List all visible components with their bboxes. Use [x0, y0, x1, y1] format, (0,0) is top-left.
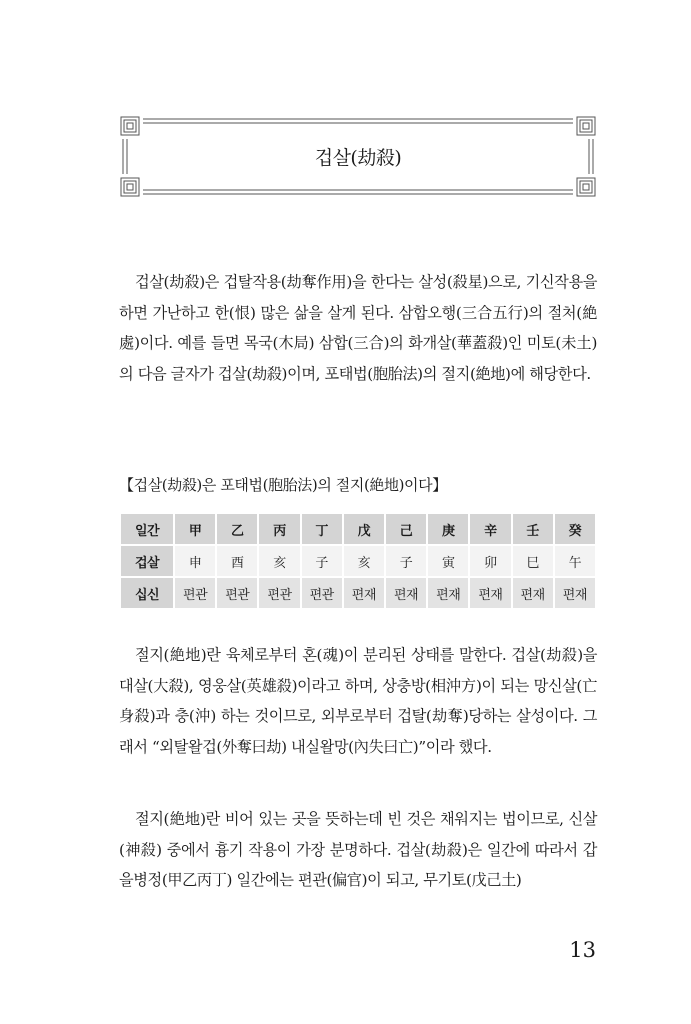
table-cell: 辛	[469, 513, 511, 545]
table-cell: 편재	[512, 577, 554, 609]
table-cell: 乙	[216, 513, 258, 545]
table-cell: 편재	[469, 577, 511, 609]
table-caption: 【겁살(劫殺)은 포태법(胞胎法)의 절지(絶地)이다】	[119, 476, 447, 494]
table-cell: 庚	[427, 513, 469, 545]
paragraph-1	[119, 267, 597, 389]
table-cell: 申	[174, 545, 216, 577]
table-cell: 己	[385, 513, 427, 545]
paragraph-3	[119, 804, 597, 896]
paragraph-1-text: 겁살(劫殺)은 겁탈작용(劫奪作用)을 한다는 살성(殺星)으로, 기신작용을 하면 가난하고 한(恨) 많은 삶을 살게 된다. 삼합오행(三合五行)의 절처(絶處)이다. 예를 들면 목국(木局) 삼합(三合)의 화개살(華蓋殺)인 미토(未土)의 다음 글자가 겁살(劫殺)이며, 포태법(胞胎法)의 절지(絶地)에 해당한다.	[119, 273, 597, 383]
table-cell: 巳	[512, 545, 554, 577]
table-cell: 편재	[554, 577, 596, 609]
row-header: 일간	[120, 513, 174, 545]
table-row-gyeopsal	[120, 545, 596, 577]
table-cell: 午	[554, 545, 596, 577]
table-cell: 편관	[216, 577, 258, 609]
table-cell: 卯	[469, 545, 511, 577]
title-frame	[119, 115, 597, 198]
table-cell: 丙	[258, 513, 300, 545]
row-header: 겁살	[120, 545, 174, 577]
page-number: 13	[569, 938, 596, 962]
table-cell: 丁	[301, 513, 343, 545]
table-cell: 壬	[512, 513, 554, 545]
paragraph-2	[119, 640, 597, 762]
table-cell: 亥	[343, 545, 385, 577]
page-title: 겁살(劫殺)	[314, 147, 402, 169]
table-cell: 편재	[427, 577, 469, 609]
row-header: 십신	[120, 577, 174, 609]
table-cell: 편재	[343, 577, 385, 609]
paragraph-3-text: 절지(絶地)란 비어 있는 곳을 뜻하는데 빈 것은 채워지는 법이므로, 신살(神殺) 중에서 흉기 작용이 가장 분명하다. 겁살(劫殺)은 일간에 따라서 갑을병정(甲乙丙丁) 일간에는 편관(偏官)이 되고, 무기토(戊己土)	[119, 810, 597, 889]
table-cell: 戊	[343, 513, 385, 545]
paragraph-2-text: 절지(絶地)란 육체로부터 혼(魂)이 분리된 상태를 말한다. 겁살(劫殺)을 대살(大殺), 영웅살(英雄殺)이라고 하며, 상충방(相沖方)이 되는 망신살(亡身殺)과 충(沖) 하는 것이므로, 외부로부터 겁탈(劫奪)당하는 살성이다. 그래서 “외탈왈겁(外奪曰劫) 내실왈망(內失曰亡)”이라 했다.	[119, 646, 597, 756]
table-cell: 寅	[427, 545, 469, 577]
table-cell: 子	[301, 545, 343, 577]
table-cell: 편관	[174, 577, 216, 609]
table-cell: 편관	[258, 577, 300, 609]
table-cell: 酉	[216, 545, 258, 577]
table-row-ilgan	[120, 513, 596, 545]
table-cell: 甲	[174, 513, 216, 545]
table-cell: 편재	[385, 577, 427, 609]
table-cell: 癸	[554, 513, 596, 545]
table-cell: 子	[385, 545, 427, 577]
table-cell: 편관	[301, 577, 343, 609]
table-cell: 亥	[258, 545, 300, 577]
table-row-sipsin	[120, 577, 596, 609]
gyeopsal-table	[119, 512, 597, 610]
